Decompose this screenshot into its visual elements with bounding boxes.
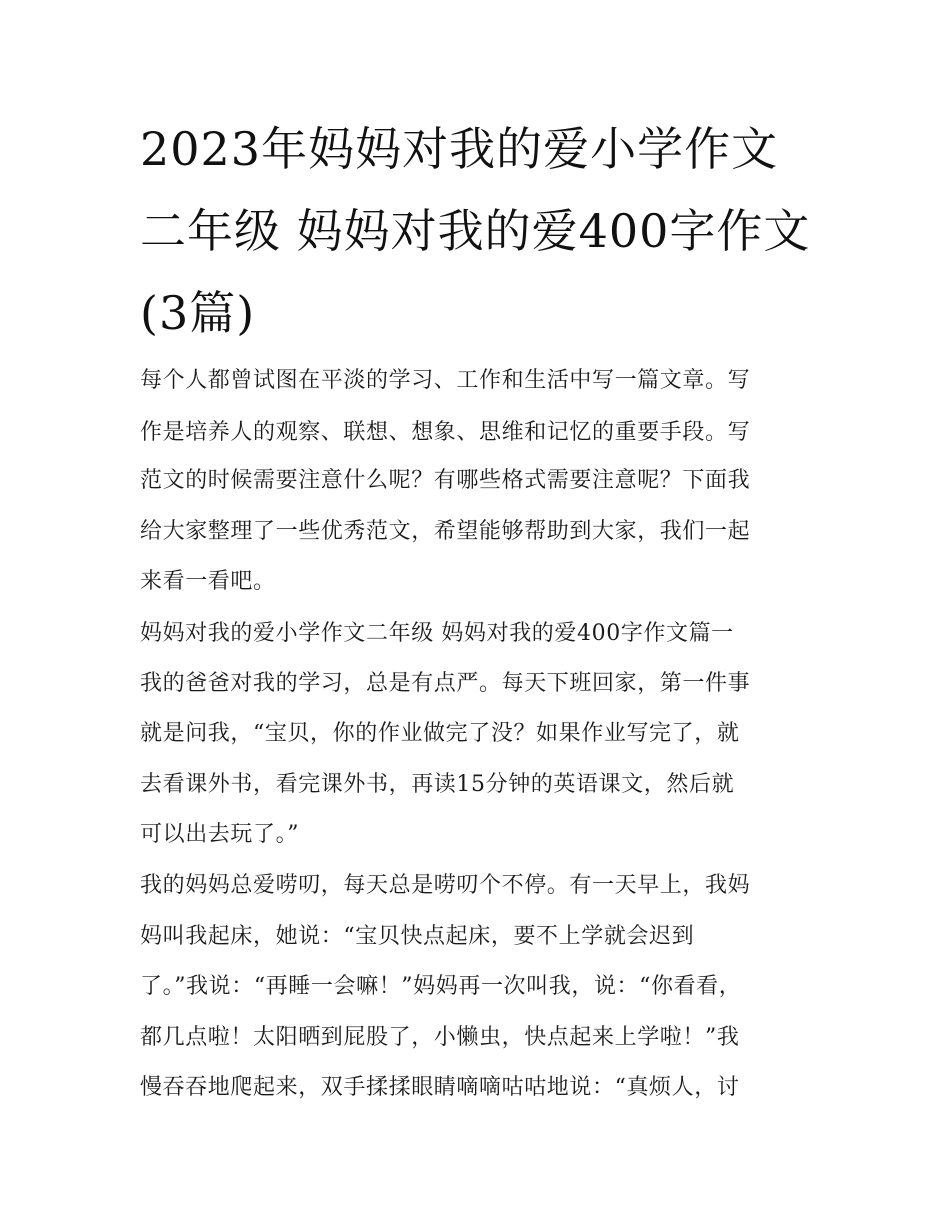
body-line: 了。”我说：“再睡一会嘛！”妈妈再一次叫我，说：“你看看， — [140, 974, 742, 999]
body-line: 慢吞吞地爬起来，双手揉揉眼睛嘀嘀咕咕地说：“真烦人，讨 — [140, 1075, 740, 1100]
body-line: 去看课外书，看完课外书，再读15分钟的英语课文，然后就 — [140, 772, 735, 797]
body-line: 我的爸爸对我的学习，总是有点严。每天下班回家，第一件事 — [140, 671, 751, 696]
body-line: 都几点啦！太阳晒到屁股了，小懒虫，快点起来上学啦！”我 — [140, 1025, 740, 1050]
body-line: 妈叫我起床，她说：“宝贝快点起床，要不上学就会迟到 — [140, 924, 695, 949]
body-line: 妈妈对我的爱小学作文二年级 妈妈对我的爱400字作文篇一 — [140, 621, 734, 646]
document-title: 2023年妈妈对我的爱小学作文二年级 妈妈对我的爱400字作文(3篇) — [140, 122, 811, 340]
body-line: 我的妈妈总爱唠叨，每天总是唠叨个不停。有一天早上，我妈 — [140, 873, 751, 898]
body-line: 作是培养人的观察、联想、想象、思维和记忆的重要手段。写 — [140, 420, 751, 445]
body-line: 可以出去玩了。” — [140, 822, 300, 847]
body-line: 来看一看吧。 — [140, 569, 276, 594]
body-line: 每个人都曾试图在平淡的学习、工作和生活中写一篇文章。写 — [140, 368, 751, 393]
body-line: 给大家整理了一些优秀范文，希望能够帮助到大家，我们一起 — [140, 519, 751, 544]
body-line: 范文的时候需要注意什么呢？有哪些格式需要注意呢？下面我 — [140, 468, 751, 493]
body-line: 就是问我，“宝贝，你的作业做完了没？如果作业写完了，就 — [140, 721, 740, 746]
